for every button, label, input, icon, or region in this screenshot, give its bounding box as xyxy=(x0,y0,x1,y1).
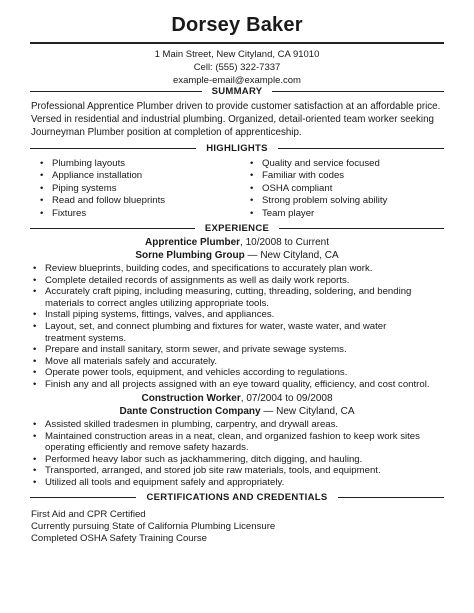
list-item xyxy=(31,321,446,344)
bullet-line: operating efficiently and remove safety hazards. xyxy=(45,442,249,454)
list-item: • Prepare and install sanitary, storm sewer, and private sewage systems. xyxy=(31,344,446,356)
list-item: • Transported, arranged, and stored job site raw materials, tools, and equipment. xyxy=(31,465,446,477)
list-item: • OSHA compliant xyxy=(248,183,448,195)
list-item: • Install piping systems, fittings, valves, and appliances. xyxy=(31,309,446,321)
highlights-heading-label: HIGHLIGHTS xyxy=(206,142,268,154)
summary-line: Journeyman Plumber position at completion of apprenticeship. xyxy=(31,127,302,139)
summary-text xyxy=(31,100,446,139)
list-item: • Operate power tools, equipment, and vehicles according to regulations. xyxy=(31,367,446,379)
bullet-line: materials to correct angles utilizing appropriate tools. xyxy=(45,297,269,309)
job-2-company-line xyxy=(0,405,474,418)
company-name: Sorne Plumbing Group xyxy=(135,250,245,261)
list-item: • Assisted skilled tradesmen in plumbing, carpentry, and drywall areas. xyxy=(31,419,446,431)
list-item: • Read and follow blueprints xyxy=(38,195,238,207)
job-1-title-line xyxy=(0,236,474,249)
list-item: • Piping systems xyxy=(38,183,238,195)
job-dates: , 10/2008 to Current xyxy=(240,237,329,248)
list-item: • Team player xyxy=(248,208,448,220)
certifications-heading xyxy=(30,491,444,503)
job-dates: , 07/2004 to 09/2008 xyxy=(240,393,333,404)
heading-rule-left xyxy=(30,228,195,229)
list-item: • Performed heavy labor such as jackhammering, ditch digging, and hauling. xyxy=(31,454,446,466)
highlights-right-list xyxy=(248,158,448,220)
bullet-line: treatment systems. xyxy=(45,332,127,344)
list-item: • Familiar with codes xyxy=(248,170,448,182)
company-location: — New Cityland, CA xyxy=(260,406,355,417)
list-item xyxy=(31,286,446,309)
company-location: — New Cityland, CA xyxy=(244,250,339,261)
contact-phone: Cell: (555) 322-7337 xyxy=(193,62,281,73)
list-item: • Appliance installation xyxy=(38,170,238,182)
candidate-name: Dorsey Baker xyxy=(171,14,303,36)
certification-item: Completed OSHA Safety Training Course xyxy=(31,533,207,545)
job-1-duties xyxy=(31,263,446,391)
contact-email: example-email@example.com xyxy=(173,75,301,86)
contact-block xyxy=(0,48,474,87)
list-item: • Fixtures xyxy=(38,208,238,220)
certifications-heading-label: CERTIFICATIONS AND CREDENTIALS xyxy=(146,491,328,503)
heading-rule-left xyxy=(30,497,136,498)
list-item: • Finish any and all projects assigned with an eye toward quality, efficiency, and cost control. xyxy=(31,379,446,391)
header-divider xyxy=(30,42,444,44)
summary-line: Professional Apprentice Plumber driven to provide customer satisfaction at an affordable price. xyxy=(31,101,441,112)
job-title: Construction Worker xyxy=(141,393,241,404)
list-item: • Quality and service focused xyxy=(248,158,448,170)
job-1-company-line xyxy=(0,249,474,262)
heading-rule-right xyxy=(279,228,444,229)
list-item: • Complete detailed records of assignments as well as daily work reports. xyxy=(31,275,446,287)
highlights-heading xyxy=(30,142,444,154)
certification-item: First Aid and CPR Certified xyxy=(31,509,146,520)
list-item: • Plumbing layouts xyxy=(38,158,238,170)
experience-heading-label: EXPERIENCE xyxy=(204,222,270,234)
job-2-duties xyxy=(31,419,446,489)
heading-rule-left xyxy=(30,148,196,149)
summary-heading-label: SUMMARY xyxy=(211,85,263,97)
bullet-line: Layout, set, and connect plumbing and fixtures for water, waste water, and water xyxy=(45,320,387,332)
contact-address: 1 Main Street, New Cityland, CA 91010 xyxy=(154,49,320,60)
list-item: • Review blueprints, building codes, and specifications to accurately plan work. xyxy=(31,263,446,275)
certification-item: Currently pursuing State of California Plumbing Licensure xyxy=(31,521,276,533)
bullet-line: Maintained construction areas in a neat, clean, and organized fashion to keep work sites xyxy=(45,430,420,442)
experience-heading xyxy=(30,222,444,234)
certifications-list xyxy=(31,509,446,545)
list-item: • Utilized all tools and equipment safely and appropriately. xyxy=(31,477,446,489)
heading-rule-right xyxy=(338,497,444,498)
list-item xyxy=(31,431,446,454)
job-title: Apprentice Plumber xyxy=(145,237,241,248)
list-item: • Strong problem solving ability xyxy=(248,195,448,207)
heading-rule-left xyxy=(30,91,202,92)
summary-line: Versed in residential and industrial plumbing. Organized, detail-oriented team worker seeking xyxy=(31,114,434,126)
highlights-left-list xyxy=(38,158,238,220)
job-2-title-line xyxy=(0,392,474,405)
heading-rule-right xyxy=(278,148,444,149)
heading-rule-right xyxy=(272,91,444,92)
bullet-line: Accurately craft piping, including measuring, cutting, threading, soldering, and bending xyxy=(45,286,412,298)
company-name: Dante Construction Company xyxy=(119,406,261,417)
list-item: • Move all materials safely and accurately. xyxy=(31,356,446,368)
summary-heading xyxy=(30,85,444,97)
